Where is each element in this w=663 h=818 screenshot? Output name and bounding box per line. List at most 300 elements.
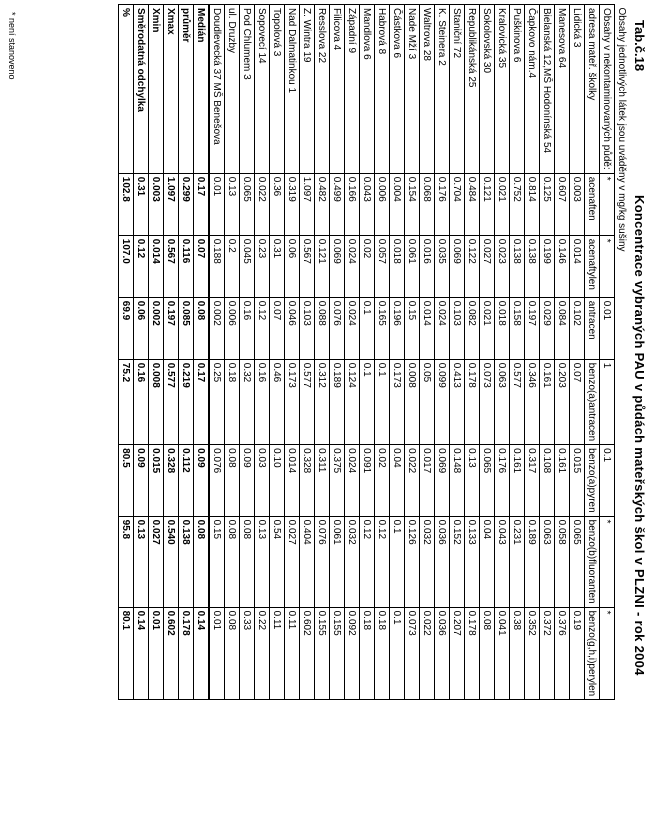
value-cell: 0.13 <box>134 516 149 607</box>
value-cell: 0.024 <box>345 235 360 297</box>
value-cell: 0.024 <box>345 445 360 516</box>
value-cell: 0.166 <box>345 173 360 235</box>
table-row <box>225 5 240 700</box>
value-cell: 0.043 <box>360 173 375 235</box>
value-cell: 0.08 <box>194 516 210 607</box>
value-cell: 0.021 <box>495 173 510 235</box>
value-cell: 0.003 <box>570 173 585 235</box>
value-cell: 0.158 <box>510 297 525 359</box>
limit-cell: * <box>600 607 615 700</box>
value-cell: 0.05 <box>420 359 435 444</box>
stat-row <box>164 5 179 700</box>
table-row <box>420 5 435 700</box>
value-cell: 0.04 <box>480 516 495 607</box>
value-cell: 0.31 <box>134 173 149 235</box>
value-cell: 0.084 <box>555 297 570 359</box>
value-cell: 0.133 <box>465 516 480 607</box>
value-cell: 0.069 <box>450 235 465 297</box>
value-cell: 0.043 <box>495 516 510 607</box>
value-cell: 0.022 <box>405 445 420 516</box>
value-cell: 0.076 <box>330 297 345 359</box>
value-cell: 0.057 <box>375 235 390 297</box>
stat-row <box>149 5 164 700</box>
row-label: Částkova 6 <box>390 5 405 174</box>
value-cell: 0.413 <box>450 359 465 444</box>
value-cell: 0.15 <box>209 516 225 607</box>
column-header: antracen <box>585 297 600 359</box>
value-cell: 0.041 <box>495 607 510 700</box>
value-cell: 102.8 <box>119 173 134 235</box>
value-cell: 0.022 <box>255 173 270 235</box>
value-cell: 0.061 <box>330 516 345 607</box>
value-cell: 0.045 <box>240 235 255 297</box>
row-label: Nade Mží 3 <box>405 5 420 174</box>
table-row <box>390 5 405 700</box>
value-cell: 0.08 <box>225 516 240 607</box>
value-cell: 0.12 <box>360 516 375 607</box>
table-row <box>405 5 420 700</box>
table-row <box>209 5 225 700</box>
value-cell: 0.008 <box>149 359 164 444</box>
footnote: * není stanoveno <box>7 12 17 80</box>
limits-row <box>600 5 615 700</box>
value-cell: 0.317 <box>525 445 540 516</box>
value-cell: 0.152 <box>450 516 465 607</box>
value-cell: 0.814 <box>525 173 540 235</box>
value-cell: 80.1 <box>119 607 134 700</box>
row-label: Nad Dalmatinkou 1 <box>285 5 300 174</box>
address-header: adresa mateř. školky <box>585 5 600 174</box>
value-cell: 0.577 <box>164 359 179 444</box>
value-cell: 0.499 <box>330 173 345 235</box>
value-cell: 0.704 <box>450 173 465 235</box>
value-cell: 0.002 <box>149 297 164 359</box>
value-cell: 0.1 <box>360 297 375 359</box>
value-cell: 0.018 <box>495 297 510 359</box>
value-cell: 0.155 <box>330 607 345 700</box>
table-row <box>465 5 480 700</box>
value-cell: 0.16 <box>240 297 255 359</box>
value-cell: 0.482 <box>315 173 330 235</box>
value-cell: 0.602 <box>164 607 179 700</box>
value-cell: 0.18 <box>225 359 240 444</box>
value-cell: 0.022 <box>420 607 435 700</box>
value-cell: 0.19 <box>570 607 585 700</box>
table-row <box>360 5 375 700</box>
row-label: K. Steinera 2 <box>435 5 450 174</box>
value-cell: 0.032 <box>420 516 435 607</box>
value-cell: 0.076 <box>209 445 225 516</box>
value-cell: 0.103 <box>450 297 465 359</box>
table-row <box>435 5 450 700</box>
value-cell: 0.33 <box>240 607 255 700</box>
value-cell: 0.116 <box>179 235 194 297</box>
value-cell: 0.006 <box>375 173 390 235</box>
value-cell: 107.0 <box>119 235 134 297</box>
row-label: Resslova 22 <box>315 5 330 174</box>
value-cell: 0.404 <box>300 516 315 607</box>
value-cell: 0.196 <box>390 297 405 359</box>
limit-cell: 1 <box>600 359 615 444</box>
value-cell: 0.02 <box>360 235 375 297</box>
value-cell: 0.112 <box>179 445 194 516</box>
row-label: Xmin <box>149 5 164 174</box>
row-label: Manesova 64 <box>555 5 570 174</box>
value-cell: 0.146 <box>555 235 570 297</box>
value-cell: 0.15 <box>405 297 420 359</box>
value-cell: 0.06 <box>134 297 149 359</box>
value-cell: 0.103 <box>300 297 315 359</box>
value-cell: 0.11 <box>270 607 285 700</box>
value-cell: 0.015 <box>149 445 164 516</box>
value-cell: 0.003 <box>149 173 164 235</box>
value-cell: 0.17 <box>194 173 210 235</box>
value-cell: 75.2 <box>119 359 134 444</box>
value-cell: 0.11 <box>285 607 300 700</box>
value-cell: 0.099 <box>435 359 450 444</box>
data-table <box>118 4 629 700</box>
value-cell: 0.08 <box>225 607 240 700</box>
value-cell: 0.08 <box>225 445 240 516</box>
table-row <box>375 5 390 700</box>
value-cell: 0.10 <box>270 445 285 516</box>
value-cell: 0.12 <box>134 235 149 297</box>
value-cell: 0.173 <box>285 359 300 444</box>
value-cell: 0.065 <box>480 445 495 516</box>
value-cell: 0.161 <box>510 445 525 516</box>
value-cell: 0.328 <box>300 445 315 516</box>
value-cell: 0.352 <box>525 607 540 700</box>
value-cell: 0.328 <box>164 445 179 516</box>
value-cell: 0.176 <box>495 445 510 516</box>
value-cell: 0.577 <box>300 359 315 444</box>
row-label: Puškinova 6 <box>510 5 525 174</box>
value-cell: 0.108 <box>540 445 555 516</box>
value-cell: 0.12 <box>255 297 270 359</box>
value-cell: 0.091 <box>360 445 375 516</box>
value-cell: 0.14 <box>134 607 149 700</box>
value-cell: 0.148 <box>450 445 465 516</box>
value-cell: 0.046 <box>285 297 300 359</box>
value-cell: 0.008 <box>405 359 420 444</box>
value-cell: 0.03 <box>255 445 270 516</box>
value-cell: 0.018 <box>390 235 405 297</box>
value-cell: 0.07 <box>194 235 210 297</box>
table-note: Obsahy jednotlivých látek jsou uváděny v mg/kg sušiny <box>616 7 628 252</box>
row-label: % <box>119 5 134 174</box>
value-cell: 0.1 <box>375 359 390 444</box>
row-label: Z. Wintra 19 <box>300 5 315 174</box>
value-cell: 0.32 <box>240 359 255 444</box>
value-cell: 0.203 <box>555 359 570 444</box>
value-cell: 0.1 <box>390 607 405 700</box>
row-label: Medián <box>194 5 210 174</box>
value-cell: 0.16 <box>255 359 270 444</box>
value-cell: 0.178 <box>465 607 480 700</box>
value-cell: 0.014 <box>285 445 300 516</box>
value-cell: 0.121 <box>480 173 495 235</box>
value-cell: 0.027 <box>149 516 164 607</box>
value-cell: 0.178 <box>465 359 480 444</box>
row-label: Republikánská 25 <box>465 5 480 174</box>
row-label: Západní 9 <box>345 5 360 174</box>
value-cell: 0.058 <box>555 516 570 607</box>
value-cell: 0.01 <box>209 173 225 235</box>
value-cell: 0.024 <box>345 297 360 359</box>
value-cell: 0.125 <box>540 173 555 235</box>
value-cell: 0.375 <box>330 445 345 516</box>
value-cell: 0.12 <box>375 516 390 607</box>
limit-cell: 0.1 <box>600 445 615 516</box>
value-cell: 95.8 <box>119 516 134 607</box>
row-label: Xmax <box>164 5 179 174</box>
table-row <box>570 5 585 700</box>
table-row <box>510 5 525 700</box>
value-cell: 0.124 <box>345 359 360 444</box>
value-cell: 0.01 <box>149 607 164 700</box>
value-cell: 0.015 <box>570 445 585 516</box>
value-cell: 0.138 <box>525 235 540 297</box>
value-cell: 0.08 <box>194 297 210 359</box>
value-cell: 0.484 <box>465 173 480 235</box>
value-cell: 0.602 <box>300 607 315 700</box>
stat-row <box>119 5 134 700</box>
row-label: průměr <box>179 5 194 174</box>
value-cell: 0.014 <box>149 235 164 297</box>
value-cell: 0.036 <box>435 607 450 700</box>
value-cell: 0.102 <box>570 297 585 359</box>
value-cell: 0.082 <box>465 297 480 359</box>
column-header: benzo(b)fluoranten <box>585 516 600 607</box>
row-label: Kralovická 35 <box>495 5 510 174</box>
value-cell: 0.199 <box>540 235 555 297</box>
stat-row <box>194 5 210 700</box>
value-cell: 0.189 <box>330 359 345 444</box>
value-cell: 0.076 <box>315 516 330 607</box>
table-row <box>270 5 285 700</box>
table-row <box>495 5 510 700</box>
value-cell: 0.068 <box>420 173 435 235</box>
value-cell: 0.122 <box>465 235 480 297</box>
value-cell: 0.092 <box>345 607 360 700</box>
value-cell: 0.09 <box>240 445 255 516</box>
row-label: Bielanská 12,MŠ Hodonínská 54 <box>540 5 555 174</box>
value-cell: 0.09 <box>194 445 210 516</box>
value-cell: 0.54 <box>270 516 285 607</box>
value-cell: 0.02 <box>375 445 390 516</box>
value-cell: 0.17 <box>194 359 210 444</box>
value-cell: 0.16 <box>134 359 149 444</box>
table-row <box>450 5 465 700</box>
value-cell: 0.176 <box>435 173 450 235</box>
column-header: benzo(a)pyren <box>585 445 600 516</box>
value-cell: 0.165 <box>375 297 390 359</box>
value-cell: 0.073 <box>480 359 495 444</box>
value-cell: 0.567 <box>300 235 315 297</box>
row-label: Habrová 8 <box>375 5 390 174</box>
value-cell: 0.04 <box>390 445 405 516</box>
value-cell: 0.023 <box>495 235 510 297</box>
value-cell: 0.08 <box>240 516 255 607</box>
value-cell: 1.097 <box>300 173 315 235</box>
value-cell: 0.08 <box>480 607 495 700</box>
value-cell: 0.46 <box>270 359 285 444</box>
value-cell: 0.312 <box>315 359 330 444</box>
value-cell: 0.577 <box>510 359 525 444</box>
row-label: Staniční 72 <box>450 5 465 174</box>
value-cell: 0.161 <box>555 445 570 516</box>
value-cell: 0.13 <box>465 445 480 516</box>
value-cell: 0.178 <box>179 607 194 700</box>
value-cell: 0.189 <box>525 516 540 607</box>
value-cell: 0.032 <box>345 516 360 607</box>
limit-cell: 0.01 <box>600 297 615 359</box>
table-row <box>315 5 330 700</box>
value-cell: 0.22 <box>255 607 270 700</box>
value-cell: 0.1 <box>390 516 405 607</box>
row-label: Čapkovo nám.4 <box>525 5 540 174</box>
row-label: Waltrova 28 <box>420 5 435 174</box>
value-cell: 0.07 <box>570 359 585 444</box>
value-cell: 0.752 <box>510 173 525 235</box>
value-cell: 0.540 <box>164 516 179 607</box>
header-row <box>585 5 600 700</box>
value-cell: 0.126 <box>405 516 420 607</box>
row-label: Sopovecí 14 <box>255 5 270 174</box>
value-cell: 0.161 <box>540 359 555 444</box>
value-cell: 0.154 <box>405 173 420 235</box>
value-cell: 0.13 <box>255 516 270 607</box>
stat-row <box>179 5 194 700</box>
value-cell: 0.027 <box>480 235 495 297</box>
row-label: ul. Druzby <box>225 5 240 174</box>
table-row <box>525 5 540 700</box>
limit-cell: * <box>600 516 615 607</box>
stat-row <box>134 5 149 700</box>
value-cell: 0.138 <box>179 516 194 607</box>
value-cell: 0.299 <box>179 173 194 235</box>
value-cell: 80.5 <box>119 445 134 516</box>
value-cell: 0.029 <box>540 297 555 359</box>
value-cell: 0.155 <box>315 607 330 700</box>
value-cell: 69.9 <box>119 297 134 359</box>
value-cell: 0.121 <box>315 235 330 297</box>
column-header: acenaften <box>585 173 600 235</box>
value-cell: 0.069 <box>330 235 345 297</box>
table-row <box>240 5 255 700</box>
value-cell: 0.311 <box>315 445 330 516</box>
table-number: Tab.č.18 <box>632 20 647 72</box>
value-cell: 0.25 <box>209 359 225 444</box>
value-cell: 0.06 <box>285 235 300 297</box>
value-cell: 0.231 <box>510 516 525 607</box>
value-cell: 0.38 <box>510 607 525 700</box>
value-cell: 0.061 <box>405 235 420 297</box>
column-header: acenaftylen <box>585 235 600 297</box>
limits-label: Obsahy v nekontaminovaných půdě: <box>600 5 615 174</box>
column-header: benzo(a)antracen <box>585 359 600 444</box>
value-cell: 0.09 <box>134 445 149 516</box>
table-row <box>480 5 495 700</box>
row-label: Lidická 3 <box>570 5 585 174</box>
value-cell: 0.31 <box>270 235 285 297</box>
value-cell: 0.1 <box>360 359 375 444</box>
value-cell: 0.607 <box>555 173 570 235</box>
value-cell: 0.197 <box>164 297 179 359</box>
value-cell: 0.219 <box>179 359 194 444</box>
row-label: Topolová 3 <box>270 5 285 174</box>
value-cell: 0.138 <box>510 235 525 297</box>
row-label: Filicova 4 <box>330 5 345 174</box>
value-cell: 0.017 <box>420 445 435 516</box>
value-cell: 0.035 <box>435 235 450 297</box>
row-label: Doudlevecká 37 MŠ Benešova <box>209 5 225 174</box>
row-label: Pod Chlumem 3 <box>240 5 255 174</box>
row-label: Mandlova 6 <box>360 5 375 174</box>
row-label: Sokolovská 30 <box>480 5 495 174</box>
table-row <box>300 5 315 700</box>
value-cell: 0.13 <box>225 173 240 235</box>
value-cell: 0.016 <box>420 235 435 297</box>
value-cell: 0.18 <box>375 607 390 700</box>
value-cell: 0.085 <box>179 297 194 359</box>
value-cell: 0.036 <box>435 516 450 607</box>
table-row <box>285 5 300 700</box>
value-cell: 0.014 <box>420 297 435 359</box>
limit-cell: * <box>600 235 615 297</box>
table-row <box>345 5 360 700</box>
table-row <box>330 5 345 700</box>
value-cell: 0.07 <box>270 297 285 359</box>
value-cell: 0.069 <box>435 445 450 516</box>
value-cell: 0.376 <box>555 607 570 700</box>
value-cell: 0.18 <box>360 607 375 700</box>
table-row <box>555 5 570 700</box>
value-cell: 0.372 <box>540 607 555 700</box>
value-cell: 0.173 <box>390 359 405 444</box>
value-cell: 0.027 <box>285 516 300 607</box>
value-cell: 1.097 <box>164 173 179 235</box>
value-cell: 0.188 <box>209 235 225 297</box>
page-title: Koncentrace vybraných PAU v půdách mateřských škol v PLZNI - rok 2004 <box>632 195 647 676</box>
value-cell: 0.346 <box>525 359 540 444</box>
value-cell: 0.004 <box>390 173 405 235</box>
value-cell: 0.024 <box>435 297 450 359</box>
value-cell: 0.065 <box>240 173 255 235</box>
value-cell: 0.002 <box>209 297 225 359</box>
value-cell: 0.36 <box>270 173 285 235</box>
value-cell: 0.063 <box>540 516 555 607</box>
value-cell: 0.567 <box>164 235 179 297</box>
table-row <box>540 5 555 700</box>
value-cell: 0.088 <box>315 297 330 359</box>
row-label: Směrodatná odchylka <box>134 5 149 174</box>
value-cell: 0.2 <box>225 235 240 297</box>
value-cell: 0.063 <box>495 359 510 444</box>
value-cell: 0.073 <box>405 607 420 700</box>
limit-cell: * <box>600 173 615 235</box>
value-cell: 0.01 <box>209 607 225 700</box>
value-cell: 0.006 <box>225 297 240 359</box>
column-header: benzo(g,h,i)perylen <box>585 607 600 700</box>
value-cell: 0.065 <box>570 516 585 607</box>
value-cell: 0.197 <box>525 297 540 359</box>
value-cell: 0.014 <box>570 235 585 297</box>
value-cell: 0.23 <box>255 235 270 297</box>
value-cell: 0.319 <box>285 173 300 235</box>
value-cell: 0.021 <box>480 297 495 359</box>
table-row <box>255 5 270 700</box>
